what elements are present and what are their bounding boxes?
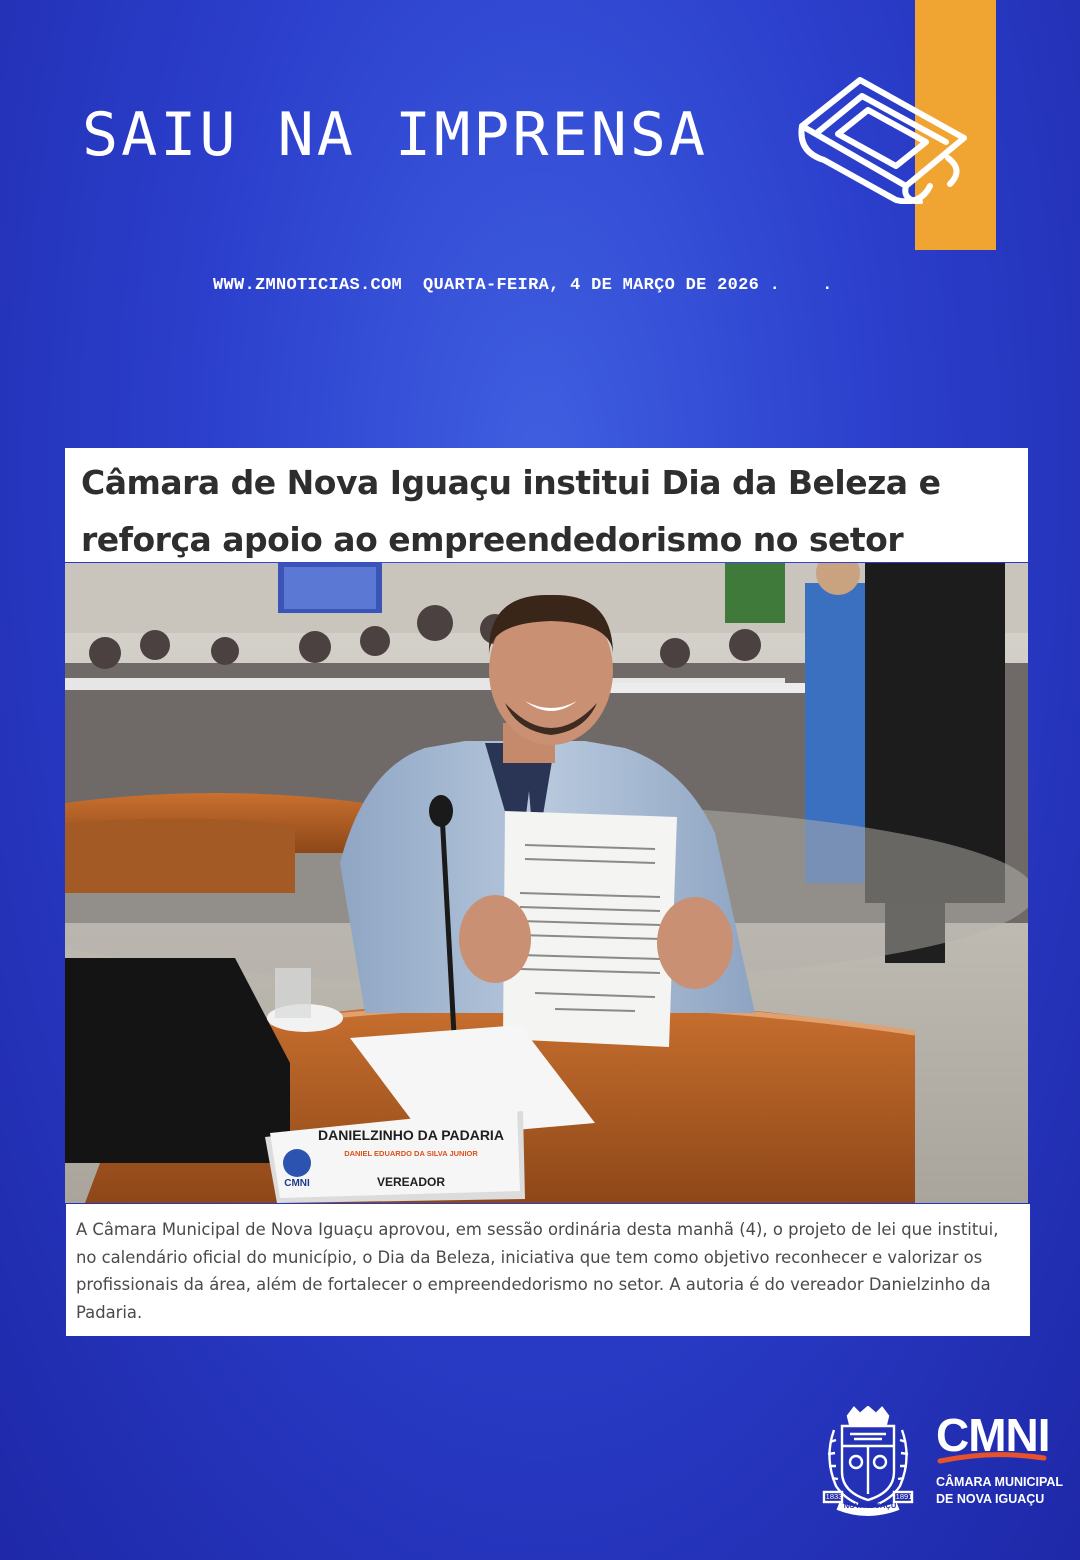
newspaper-icon (798, 74, 968, 204)
article-photo (65, 563, 1028, 1203)
brand-line-2: DE NOVA IGUAÇU (936, 1492, 1045, 1506)
nameplate (271, 1123, 511, 1199)
cmni-brand: CMNI (936, 1409, 1050, 1461)
headline-line-2: reforça apoio ao empreendedorismo no setor (81, 520, 904, 559)
publication-meta (213, 276, 833, 295)
headline-box (65, 448, 1028, 562)
caption-box (66, 1204, 1030, 1336)
nameplate-fullname: DANIEL EDUARDO DA SILVA JUNIOR (344, 1149, 478, 1158)
crest-year-left: 1833 (825, 1492, 843, 1501)
meta-trailing: . . (759, 276, 833, 295)
article-headline (81, 454, 1014, 568)
crest-label: NOVA IGUAÇU (843, 1501, 897, 1510)
cmni-brand-subtitle (936, 1474, 1063, 1508)
nameplate-role: VEREADOR (376, 1175, 445, 1189)
headline-line-1: Câmara de Nova Iguaçu institui Dia da Beleza e (81, 463, 941, 502)
nameplate-logo: CMNI (284, 1178, 310, 1189)
page-title: SAIU NA IMPRENSA (82, 100, 708, 170)
website-url: WWW.ZMNOTICIAS.COM (213, 276, 403, 295)
nameplate-name: DANIELZINHO DA PADARIA (318, 1127, 504, 1143)
article-caption: A Câmara Municipal de Nova Iguaçu aprovou, em sessão ordinária desta manhã (4), o projeto de lei que institui, no calendário oficial do município, o Dia da Beleza, iniciativa que tem como objetivo reconhecer e valorizar os profissionais da área, além de fortalecer o empreendedorismo no setor. A autoria é do vereador Danielzinho da Padaria. (76, 1220, 999, 1322)
brand-line-1: CÂMARA MUNICIPAL (936, 1475, 1064, 1489)
brand-swoosh-icon (936, 1452, 1048, 1466)
photo-illustration (65, 563, 1028, 1203)
publication-date: QUARTA-FEIRA, 4 DE MARÇO DE 2026 (423, 276, 760, 295)
crest-year-right: 1891 (895, 1492, 913, 1501)
